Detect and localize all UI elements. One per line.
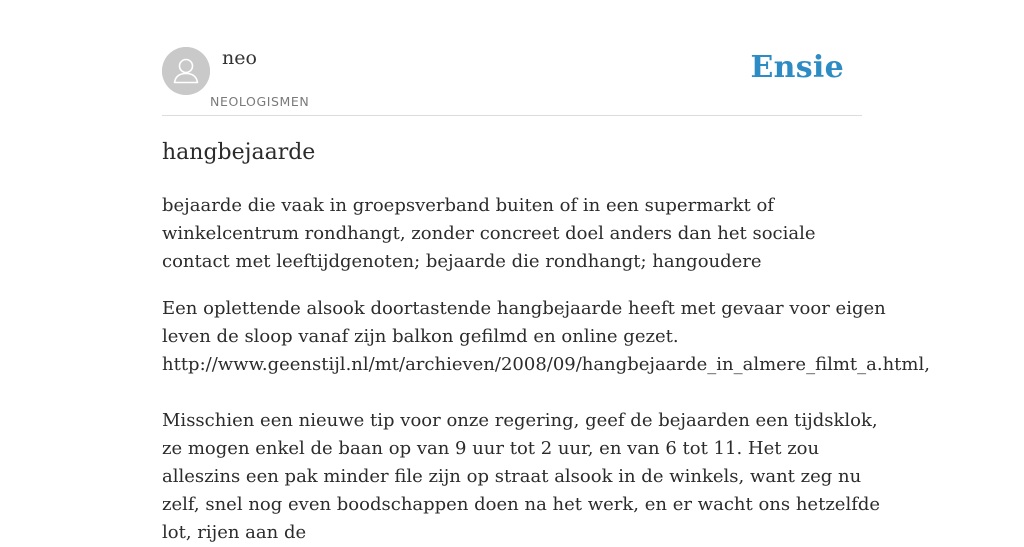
entry-definition: bejaarde die vaak in groepsverband buiten of in een supermarkt of winkelcentrum rondhangt, zonder concreet doel anders dan het sociale contact met leeftijdgenoten; bejaarde die rondhangt; hangoudere: [162, 195, 816, 272]
category-label[interactable]: NEOLOGISMEN: [210, 94, 310, 109]
definition-card: [162, 0, 930, 543]
author-username[interactable]: neo: [222, 47, 257, 69]
user-avatar-icon[interactable]: [162, 47, 210, 95]
entry-example: Een oplettende alsook doortastende hangbejaarde heeft met gevaar voor eigen leven de sloop vanaf zijn balkon gefilmd en online gezet. http://www.geenstijl.nl/mt/archieven/2008/09/hangbejaarde_in_almere_filmt_a.html, Misschien een nieuwe tip voor onze regering, geef de bejaarden een tijdsklok, ze mogen enkel de baan op van 9 uur tot 2 uur, en van 6 tot 11. Het zou alleszins een pak minder file zijn op straat alsook in de winkels, want zeg nu zelf, snel nog even boodschappen doen na het werk, en er wacht ons hetzelfde lot, rijen aan de: [162, 298, 930, 543]
entry-word: hangbejaarde: [162, 140, 316, 165]
ensie-logo[interactable]: Ensie: [750, 50, 844, 85]
header-divider: [162, 115, 862, 116]
